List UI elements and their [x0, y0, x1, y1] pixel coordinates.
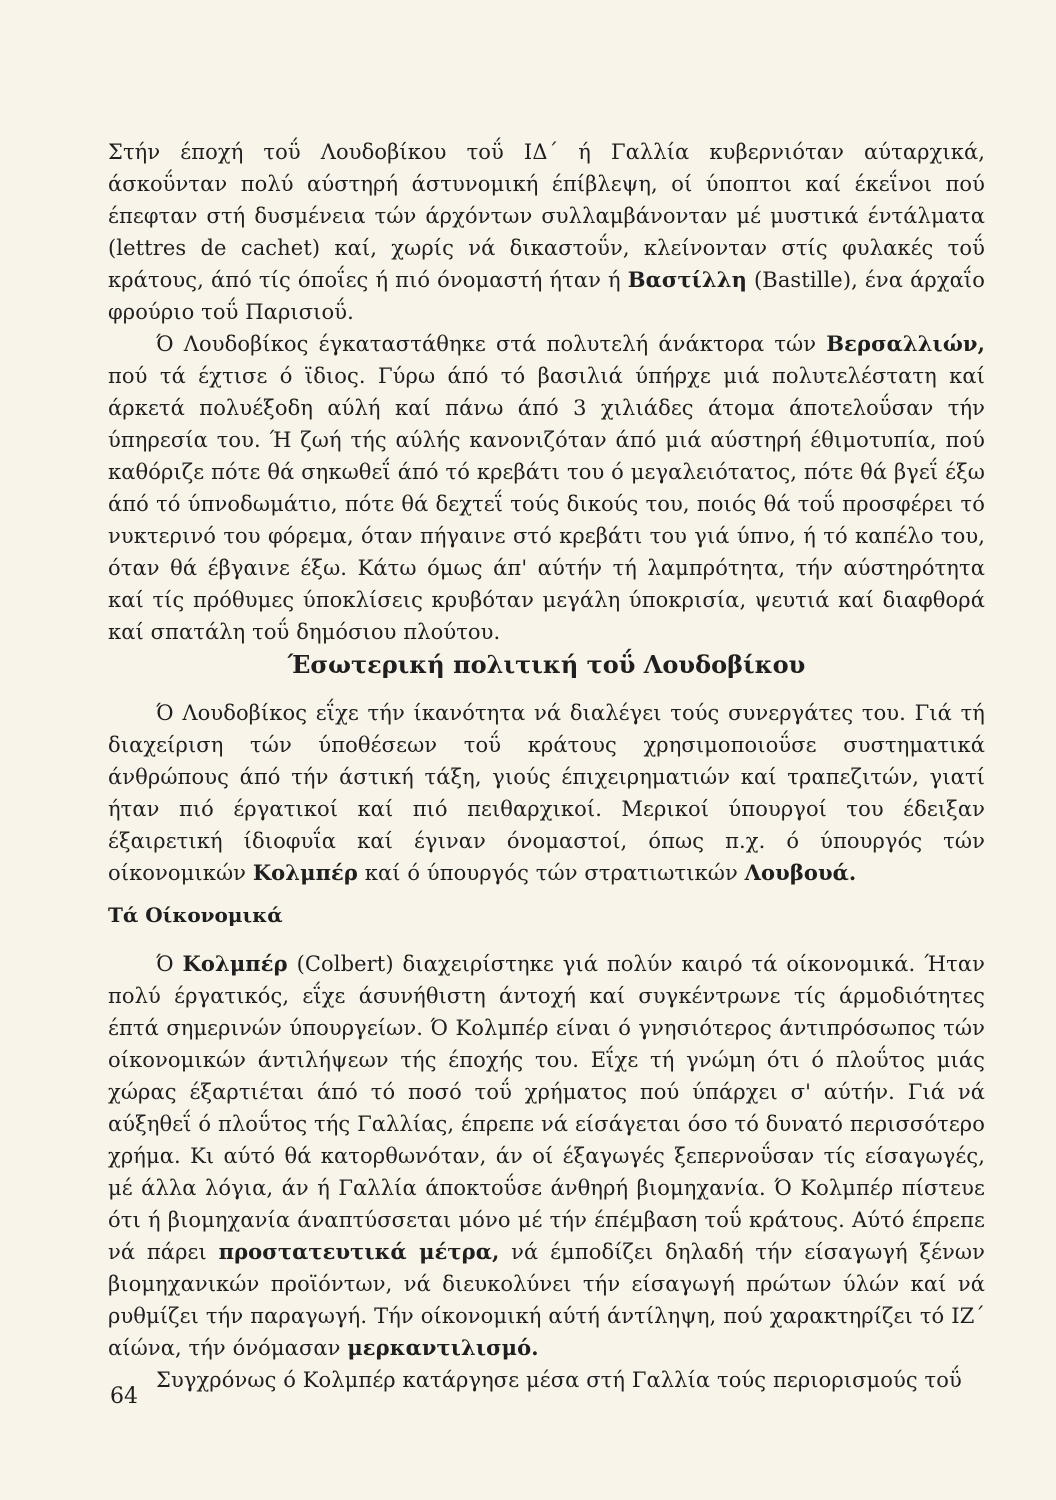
- paragraph-1-text: Στήν έποχή τοΰ Λουδοβίκου τοΰ ΙΔ΄ ή Γαλλία κυβερνιόταν αύταρχικά, άσκοΰνταν πολύ αύστηρή άστυνομική έπίβλεψη, οί ύποπτοι καί έκεΐνοι πού έπεφταν στή δυσμένεια τών άρχόντων συλλαμβάνονταν μέ μυστικά έντάλματα (lettres de cachet) καί, χωρίς νά δικαστοΰν, κλείνονταν στίς φυλακές τοΰ κράτους, άπό τίς όποΐες ή πιό όνομαστή ήταν ή: [108, 140, 985, 292]
- paragraph-3-start: Ό Λουδοβίκος εΐχε τήν ίκανότητα νά διαλέγει τούς συνεργάτες του. Γιά τή διαχείριση τών ύποθέσεων τοΰ κράτους χρησιμοποιοΰσε συστηματικά άνθρώπους άπό τήν άστική τάξη, γιούς έπιχειρηματιών καί τραπεζιτών, γιατί ήταν πιό έργατικοί καί πιό πειθαρχικοί. Μερικοί ύπουργοί του έδειξαν έξαιρετική ίδιοφυΐα καί έγιναν όνομαστοί, όπως π.χ. ό ύπουργός τών οίκονομικών: [108, 701, 985, 885]
- paragraph-3: [108, 697, 985, 889]
- paragraph-1-bold-term: Βαστίλλη: [627, 267, 747, 292]
- paragraph-1: [108, 136, 985, 328]
- paragraph-2: [108, 328, 985, 648]
- paragraph-2-bold-term: Βερσαλλιών,: [826, 331, 985, 356]
- page-number: 64: [110, 1384, 138, 1409]
- paragraph-3-bold-2: Λουβουά.: [744, 860, 857, 885]
- paragraph-4-bold-2: προστατευτικά μέτρα,: [218, 1239, 500, 1264]
- section-heading: Έσωτερική πολιτική τοΰ Λουδοβίκου: [287, 650, 806, 679]
- paragraph-4-mid: (Colbert) διαχειρίστηκε γιά πολύν καιρό τά οίκονομικά. Ήταν πολύ έργατικός, εΐχε άσυνήθιστη άντοχή καί συγκέντρωνε τίς άρμοδιότητες έπτά σημερινών ύπουργείων. Ό Κολμπέρ είναι ό γνησιότερος άντιπρόσωπος τών οίκονομικών άντιλήψεων τής έποχής του. Εΐχε τή γνώμη ότι ό πλοΰτος μιάς χώρας έξαρτιέται άπό τό ποσό τοΰ χρήματος πού ύπάρχει σ' αύτήν. Γιά νά αύξηθεΐ ό πλοΰτος τής Γαλλίας, έπρεπε νά είσάγεται όσο τό δυνατό περισσότερο χρήμα. Κι αύτό θά κατορθωνόταν, άν οί έξαγωγές ξεπερνοΰσαν τίς είσαγωγές, μέ άλλα λόγια, άν ή Γαλλία άποκτοΰσε άνθηρή βιομηχανία. Ό Κολμπέρ πίστευε ότι ή βιομηχανία άναπτύσσεται μόνο μέ τήν έπέμβαση τοΰ κράτους. Αύτό έπρεπε νά πάρει: [108, 952, 985, 1264]
- paragraph-4-start: Ό: [156, 952, 183, 976]
- paragraph-4-tail: νά έμποδίζει δηλαδή τήν είσαγωγή ξένων βιομηχανικών προϊόντων, νά διευκολύνει τήν είσαγωγή πρώτων ύλών καί νά ρυθμίζει τήν παραγωγή. Τήν οίκονομική αύτή άντίληψη, πού χαρακτηρίζει τό ΙΖ΄ αίώνα, τήν όνόμασαν: [108, 1240, 986, 1360]
- paragraph-2-start: Ό Λουδοβίκος έγκαταστάθηκε στά πολυτελή άνάκτορα τών: [156, 332, 827, 356]
- paragraph-4-bold-3: μερκαντιλισμό.: [347, 1335, 539, 1360]
- body-text-bottom: [108, 948, 985, 1396]
- body-text-top: [108, 136, 985, 648]
- paragraph-4: [108, 948, 985, 1364]
- paragraph-3-mid: καί ό ύπουργός τών στρατιωτικών: [358, 861, 745, 885]
- paragraph-1-tail: (Bastille), ένα άρχαΐο φρούριο τοΰ Παρισιοΰ.: [108, 268, 985, 324]
- subsection-heading: Τά Οίκονομικά: [108, 903, 283, 927]
- paragraph-3-bold-1: Κολμπέρ: [252, 860, 358, 885]
- paragraph-2-tail: πού τά έχτισε ό ϊδιος. Γύρω άπό τό βασιλιά ύπήρχε μιά πολυτελέστατη καί άρκετά πολυέξοδη αύλή καί πάνω άπό 3 χιλιάδες άτομα άποτελοΰσαν τήν ύπηρεσία του. Ή ζωή τής αύλής κανονιζόταν άπό μιά αύστηρή έθιμοτυπία, πού καθόριζε πότε θά σηκωθεΐ άπό τό κρεβάτι του ό μεγαλειότατος, πότε θά βγεΐ έξω άπό τό ύπνοδωμάτιο, πότε θά δεχτεΐ τούς δικούς του, ποιός θά τοΰ προσφέρει τό νυκτερινό του φόρεμα, όταν πήγαινε στό κρεβάτι του γιά ύπνο, ή τό καπέλο του, όταν θά έβγαινε έξω. Κάτω όμως άπ' αύτήν τή λαμπρότητα, τήν αύστηρότητα καί τίς πρόθυμες ύποκλίσεις κρυβόταν μεγάλη ύποκρισία, ψευτιά καί διαφθορά καί σπατάλη τοΰ δημόσιου πλούτου.: [108, 364, 985, 644]
- paragraph-4-bold-1: Κολμπέρ: [182, 951, 288, 976]
- body-text-middle: [108, 697, 985, 889]
- paragraph-5: Συγχρόνως ό Κολμπέρ κατάργησε μέσα στή Γαλλία τούς περιορισμούς τοΰ: [156, 1368, 962, 1392]
